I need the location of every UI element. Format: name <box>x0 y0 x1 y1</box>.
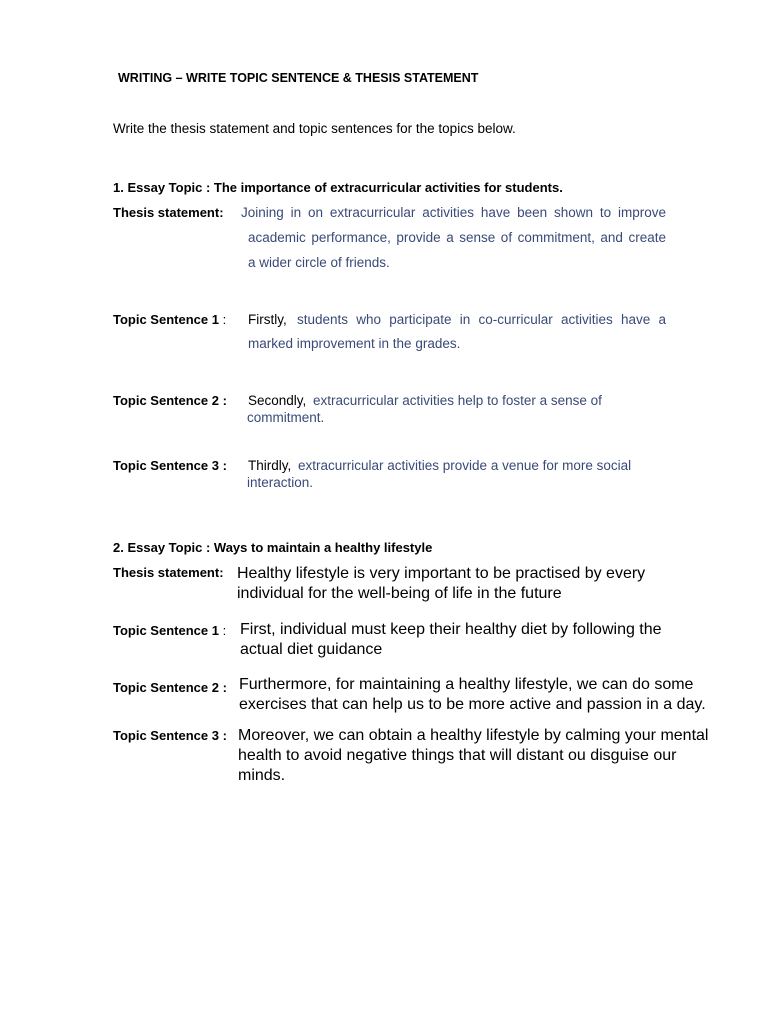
section2-ts1-colon: : <box>218 623 227 638</box>
section2-ts3-line-3: minds. <box>238 767 286 784</box>
section2-ts3-label: Topic Sentence 3 : <box>113 728 227 743</box>
section1-thesis-line-2: academic performance, provide a sense of commitment, and create <box>248 230 666 245</box>
section1-heading: 1. Essay Topic : The importance of extracurricular activities for students. <box>113 180 563 195</box>
section1-thesis-line-3: a wider circle of friends. <box>248 255 390 270</box>
section2-thesis-line-2: individual for the well-being of life in the future <box>237 585 562 602</box>
section2-ts2-label: Topic Sentence 2 : <box>113 680 227 695</box>
section1-ts1-label-text: Topic Sentence 1 <box>113 312 219 327</box>
section2-ts1-line-1: First, individual must keep their healthy diet by following the <box>240 621 662 638</box>
section1-ts3-line-2: interaction. <box>247 475 314 490</box>
section1-thesis-line-1: Joining in on extracurricular activities have been shown to improve <box>241 205 666 220</box>
section1-ts1-label <box>113 312 226 327</box>
page-title: WRITING – WRITE TOPIC SENTENCE & THESIS STATEMENT <box>118 71 479 85</box>
section2-thesis-label: Thesis statement: <box>113 565 224 580</box>
section2-heading: 2. Essay Topic : Ways to maintain a healthy lifestyle <box>113 540 433 555</box>
section2-ts1-label <box>113 623 226 638</box>
instructions-text: Write the thesis statement and topic sentences for the topics below. <box>113 121 516 136</box>
section2-ts3-line-2: health to avoid negative things that will distant ou disguise our <box>238 747 677 764</box>
section2-ts1-line-2: actual diet guidance <box>240 641 383 658</box>
section1-ts1-colon: : <box>218 312 227 327</box>
section1-ts3-lead: Thirdly, <box>248 458 292 473</box>
section1-ts1-line-1: students who participate in co-curricular activities have a <box>297 312 666 327</box>
section2-ts1-label-text: Topic Sentence 1 <box>113 623 219 638</box>
section1-ts2-line-2: commitment. <box>247 410 325 425</box>
section1-ts1-lead: Firstly, <box>248 312 287 327</box>
section1-ts2-label: Topic Sentence 2 : <box>113 393 227 408</box>
section1-ts2-line-1: extracurricular activities help to foster a sense of <box>313 393 602 408</box>
section2-ts2-line-2: exercises that can help us to be more active and passion in a day. <box>239 696 706 713</box>
section2-thesis-line-1: Healthy lifestyle is very important to be practised by every <box>237 565 646 582</box>
section1-ts2-lead: Secondly, <box>248 393 307 408</box>
section1-thesis-label: Thesis statement: <box>113 205 224 220</box>
section1-ts3-line-1: extracurricular activities provide a venue for more social <box>298 458 632 473</box>
section1-ts1-line-2: marked improvement in the grades. <box>248 336 461 351</box>
section1-ts3-label: Topic Sentence 3 : <box>113 458 227 473</box>
section2-ts2-line-1: Furthermore, for maintaining a healthy lifestyle, we can do some <box>239 676 694 693</box>
section2-ts3-line-1: Moreover, we can obtain a healthy lifestyle by calming your mental <box>238 727 709 744</box>
